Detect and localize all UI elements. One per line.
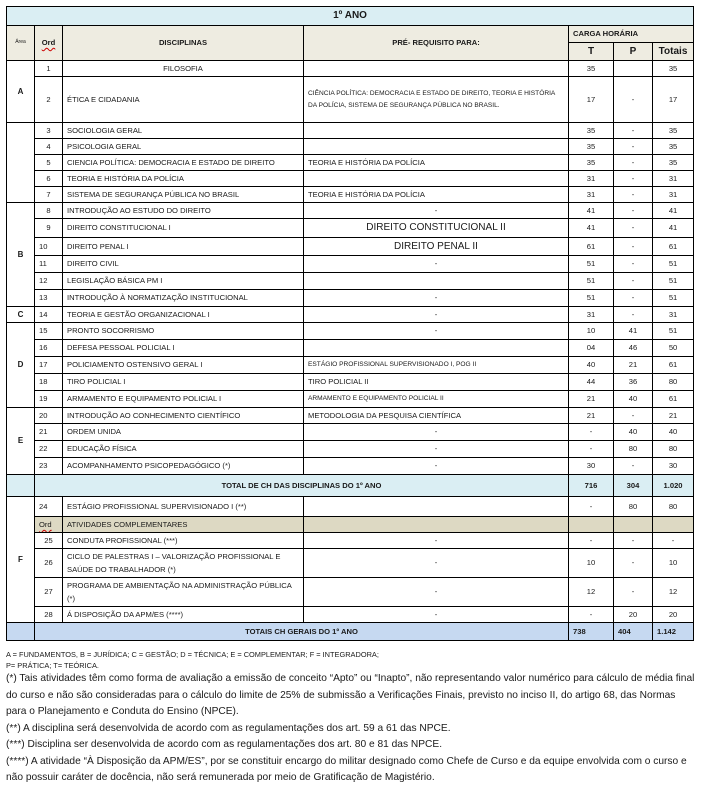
row-t: 21 <box>569 391 614 408</box>
row-p: - <box>614 219 653 238</box>
row-prereq: - <box>304 578 569 607</box>
row-t: 10 <box>569 323 614 340</box>
row-disciplina: INTRODUÇÃO AO CONHECIMENTO CIENTÍFICO <box>63 408 304 424</box>
row-disciplina: TIRO POLICIAL I <box>63 374 304 391</box>
row-disciplina: PRONTO SOCORRISMO <box>63 323 304 340</box>
row-prereq: - <box>304 424 569 441</box>
row-t: 17 <box>569 77 614 123</box>
table-row <box>7 374 694 391</box>
row-ord: 14 <box>35 307 63 323</box>
area-e: E <box>7 408 35 475</box>
row-prereq: - <box>304 290 569 307</box>
table-row <box>7 340 694 357</box>
table-row <box>7 357 694 374</box>
row-ord: 9 <box>35 219 63 238</box>
row-total: 51 <box>653 256 694 273</box>
table-row <box>7 219 694 238</box>
note-double-asterisk: (**) A disciplina será desenvolvida de acordo com as regulamentações dos art. 59 a 61 das NPCE. <box>6 722 451 734</box>
title-row <box>7 7 694 26</box>
row-p: 20 <box>614 607 653 623</box>
row-t: 35 <box>569 139 614 155</box>
table-title: 1º ANO <box>7 7 694 26</box>
row-p: 80 <box>614 441 653 458</box>
row-disciplina: DIREITO PENAL I <box>63 237 304 256</box>
row-p: - <box>614 237 653 256</box>
row-disciplina: FILOSOFIA <box>63 61 304 77</box>
table-row <box>7 458 694 475</box>
complementares-blank <box>304 517 569 533</box>
complementares-ord: Ord <box>35 517 63 533</box>
header-ord: Ord <box>35 25 63 61</box>
row-t: 41 <box>569 219 614 238</box>
row-p: - <box>614 307 653 323</box>
row-p: - <box>614 155 653 171</box>
row-total: 10 <box>653 549 694 578</box>
row-p: 36 <box>614 374 653 391</box>
complementares-blank <box>569 517 614 533</box>
row-ord: 25 <box>35 533 63 549</box>
row-t: 51 <box>569 290 614 307</box>
row-prereq: - <box>304 256 569 273</box>
row-ord: 6 <box>35 171 63 187</box>
row-p: - <box>614 458 653 475</box>
row-p: 46 <box>614 340 653 357</box>
row-ord: 17 <box>35 357 63 374</box>
area-d: D <box>7 323 35 408</box>
header-disciplinas: DISCIPLINAS <box>63 25 304 61</box>
table-row <box>7 391 694 408</box>
row-total: 50 <box>653 340 694 357</box>
complementares-header-row <box>7 517 694 533</box>
row-disciplina: ESTÁGIO PROFISSIONAL SUPERVISIONADO I (**) <box>63 497 304 517</box>
row-total: 61 <box>653 391 694 408</box>
subtotal-label: TOTAL DE CH DAS DISCIPLINAS DO 1º ANO <box>35 475 569 497</box>
row-t: 10 <box>569 549 614 578</box>
row-p: 40 <box>614 391 653 408</box>
row-disciplina: ORDEM UNIDA <box>63 424 304 441</box>
table-row <box>7 497 694 517</box>
row-disciplina: ACOMPANHAMENTO PSICOPEDAGÓGICO (*) <box>63 458 304 475</box>
row-disciplina: DIREITO CIVIL <box>63 256 304 273</box>
row-ord: 10 <box>35 237 63 256</box>
row-p: 21 <box>614 357 653 374</box>
area-legend: A = FUNDAMENTOS, B = JURÍDICA; C = GESTÃO; D = TÉCNICA; E = COMPLEMENTAR; F = INTEGRADORA; <box>6 650 379 659</box>
header-totais: Totais <box>653 42 694 61</box>
table-row <box>7 203 694 219</box>
row-total: 51 <box>653 290 694 307</box>
row-t: 12 <box>569 578 614 607</box>
table-row <box>7 408 694 424</box>
row-prereq: - <box>304 533 569 549</box>
row-total: 41 <box>653 203 694 219</box>
row-disciplina: INTRODUÇÃO À NORMATIZAÇÃO INSTITUCIONAL <box>63 290 304 307</box>
row-t: 41 <box>569 203 614 219</box>
row-ord: 3 <box>35 123 63 139</box>
table-row <box>7 237 694 256</box>
row-p: - <box>614 77 653 123</box>
row-total: 51 <box>653 273 694 290</box>
subtotal-total: 1.020 <box>653 475 694 497</box>
row-t: - <box>569 441 614 458</box>
row-t: - <box>569 533 614 549</box>
type-legend: P= PRÁTICA; T= TEÓRICA. <box>6 661 99 670</box>
row-t: 51 <box>569 256 614 273</box>
row-prereq: - <box>304 203 569 219</box>
row-p <box>614 61 653 77</box>
row-ord: 26 <box>35 549 63 578</box>
row-t: 51 <box>569 273 614 290</box>
table-row <box>7 549 694 578</box>
row-prereq <box>304 61 569 77</box>
row-prereq: CIÊNCIA POLÍTICA: DEMOCRACIA E ESTADO DE DIREITO, TEORIA E HISTÓRIA DA POLÍCIA, SISTEMA DE SEGURANÇA PÚBLICA NO BRASIL. <box>304 77 569 123</box>
row-t: 35 <box>569 155 614 171</box>
row-ord: 23 <box>35 458 63 475</box>
row-total: 12 <box>653 578 694 607</box>
row-ord: 20 <box>35 408 63 424</box>
row-ord: 2 <box>35 77 63 123</box>
row-total: 30 <box>653 458 694 475</box>
row-disciplina: TEORIA E HISTÓRIA DA POLÍCIA <box>63 171 304 187</box>
row-prereq: ESTÁGIO PROFISSIONAL SUPERVISIONADO I, POG II <box>304 357 569 374</box>
area-c: C <box>7 307 35 323</box>
header-carga-horaria: CARGA HORÁRIA <box>569 25 694 42</box>
row-total: 61 <box>653 357 694 374</box>
row-p: - <box>614 203 653 219</box>
row-total: 21 <box>653 408 694 424</box>
row-total: 80 <box>653 374 694 391</box>
table-row <box>7 77 694 123</box>
row-disciplina: PROGRAMA DE AMBIENTAÇÃO NA ADMINISTRAÇÃO PÚBLICA (*) <box>63 578 304 607</box>
row-t: 30 <box>569 458 614 475</box>
row-prereq <box>304 340 569 357</box>
row-prereq <box>304 123 569 139</box>
complementares-label: ATIVIDADES COMPLEMENTARES <box>63 517 304 533</box>
row-t: 40 <box>569 357 614 374</box>
subtotal-p: 304 <box>614 475 653 497</box>
footnotes <box>6 649 696 787</box>
row-p: - <box>614 273 653 290</box>
row-total: 31 <box>653 171 694 187</box>
row-total: 35 <box>653 123 694 139</box>
row-p: - <box>614 187 653 203</box>
row-t: - <box>569 424 614 441</box>
row-disciplina: CICLO DE PALESTRAS I – VALORIZAÇÃO PROFISSIONAL E SAÚDE DO TRABALHADOR (*) <box>63 549 304 578</box>
row-total: 61 <box>653 237 694 256</box>
row-prereq: DIREITO CONSTITUCIONAL II <box>304 219 569 238</box>
row-p: 40 <box>614 424 653 441</box>
table-row <box>7 307 694 323</box>
row-total: 80 <box>653 441 694 458</box>
row-t: 31 <box>569 307 614 323</box>
header-prerequisito: PRÉ- REQUISITO PARA: <box>304 25 569 61</box>
row-p: - <box>614 139 653 155</box>
row-prereq: METODOLOGIA DA PESQUISA CIENTÍFICA <box>304 408 569 424</box>
row-ord: 7 <box>35 187 63 203</box>
table-row <box>7 323 694 340</box>
row-total: 41 <box>653 219 694 238</box>
grand-total-area <box>7 623 35 641</box>
row-total: 31 <box>653 307 694 323</box>
subtotal-row <box>7 475 694 497</box>
row-disciplina: ÉTICA E CIDADANIA <box>63 77 304 123</box>
row-prereq: - <box>304 607 569 623</box>
row-disciplina: SOCIOLOGIA GERAL <box>63 123 304 139</box>
row-t: 35 <box>569 123 614 139</box>
row-prereq: DIREITO PENAL II <box>304 237 569 256</box>
grand-total-total: 1.142 <box>653 623 694 641</box>
table-row <box>7 441 694 458</box>
row-prereq: TEORIA E HISTÓRIA DA POLÍCIA <box>304 155 569 171</box>
table-row <box>7 533 694 549</box>
complementares-blank <box>653 517 694 533</box>
row-total: 17 <box>653 77 694 123</box>
grand-total-row <box>7 623 694 641</box>
area-f: F <box>7 497 35 623</box>
row-total: 20 <box>653 607 694 623</box>
row-total: 51 <box>653 323 694 340</box>
header-t: T <box>569 42 614 61</box>
row-t: 44 <box>569 374 614 391</box>
row-prereq: - <box>304 323 569 340</box>
table-row <box>7 171 694 187</box>
row-disciplina: DEFESA PESSOAL POLICIAL I <box>63 340 304 357</box>
table-row <box>7 256 694 273</box>
row-t: 35 <box>569 61 614 77</box>
row-ord: 27 <box>35 578 63 607</box>
row-disciplina: CIENCIA POLÍTICA: DEMOCRACIA E ESTADO DE DIREITO <box>63 155 304 171</box>
row-ord: 13 <box>35 290 63 307</box>
row-t: 31 <box>569 171 614 187</box>
row-disciplina: TEORIA E GESTÃO ORGANIZACIONAL I <box>63 307 304 323</box>
row-prereq: - <box>304 549 569 578</box>
row-prereq <box>304 497 569 517</box>
row-p: - <box>614 171 653 187</box>
row-ord: 28 <box>35 607 63 623</box>
header-area: Área <box>7 25 35 61</box>
table-row <box>7 187 694 203</box>
row-t: - <box>569 607 614 623</box>
subtotal-t: 716 <box>569 475 614 497</box>
row-ord: 12 <box>35 273 63 290</box>
row-prereq: - <box>304 458 569 475</box>
note-single-asterisk: (*) Tais atividades têm como forma de avaliação a emissão de conceito “Apto” ou “Inapto”, não representando valor numérico para cálculo de média final do curso e não são consideradas para o cálculo do limite de 25% de submissão a Verificações Finais, previsto no inciso II, do artigo 68, das Normas para o Planejamento e Conduta do Ensino (NPCE). <box>6 673 695 717</box>
row-disciplina: EDUCAÇÃO FÍSICA <box>63 441 304 458</box>
row-total: 35 <box>653 139 694 155</box>
row-t: 21 <box>569 408 614 424</box>
row-ord: 18 <box>35 374 63 391</box>
row-disciplina: POLICIAMENTO OSTENSIVO GERAL I <box>63 357 304 374</box>
row-ord: 24 <box>35 497 63 517</box>
row-t: 04 <box>569 340 614 357</box>
row-prereq: TIRO POLICIAL II <box>304 374 569 391</box>
row-ord: 4 <box>35 139 63 155</box>
row-p: - <box>614 123 653 139</box>
row-ord: 1 <box>35 61 63 77</box>
row-p: - <box>614 256 653 273</box>
table-row <box>7 273 694 290</box>
row-prereq <box>304 139 569 155</box>
grand-total-t: 738 <box>569 623 614 641</box>
row-prereq: ARMAMENTO E EQUIPAMENTO POLICIAL II <box>304 391 569 408</box>
row-ord: 5 <box>35 155 63 171</box>
row-total: 35 <box>653 61 694 77</box>
row-prereq <box>304 273 569 290</box>
row-t: - <box>569 497 614 517</box>
row-p: 41 <box>614 323 653 340</box>
table-row <box>7 61 694 77</box>
row-ord: 11 <box>35 256 63 273</box>
subtotal-area <box>7 475 35 497</box>
row-p: - <box>614 290 653 307</box>
table-row <box>7 578 694 607</box>
row-disciplina: SISTEMA DE SEGURANÇA PÚBLICA NO BRASIL <box>63 187 304 203</box>
area-b: B <box>7 203 35 307</box>
row-prereq <box>304 171 569 187</box>
row-t: 61 <box>569 237 614 256</box>
row-disciplina: CONDUTA PROFISSIONAL (***) <box>63 533 304 549</box>
row-ord: 19 <box>35 391 63 408</box>
table-row <box>7 155 694 171</box>
grand-total-label: TOTAIS CH GERAIS DO 1º ANO <box>35 623 569 641</box>
row-t: 31 <box>569 187 614 203</box>
complementares-blank <box>614 517 653 533</box>
row-disciplina: INTRODUÇÃO AO ESTUDO DO DIREITO <box>63 203 304 219</box>
header-row <box>7 25 694 42</box>
row-total: 35 <box>653 155 694 171</box>
row-prereq: - <box>304 307 569 323</box>
area-a: A <box>7 61 35 123</box>
row-ord: 21 <box>35 424 63 441</box>
row-total: 80 <box>653 497 694 517</box>
row-p: - <box>614 549 653 578</box>
row-total: 31 <box>653 187 694 203</box>
row-disciplina: ARMAMENTO E EQUIPAMENTO POLICIAL I <box>63 391 304 408</box>
grand-total-p: 404 <box>614 623 653 641</box>
note-quadruple-asterisk: (****) A atividade “À Disposição da APM/ES”, por se constituir encargo do militar designado como Chefe de Curso e da equipe envolvida com o curso e não possuir caráter de docência, não será remunerada por meio de Gratificação de Magistério. <box>6 755 687 783</box>
row-p: - <box>614 578 653 607</box>
header-p: P <box>614 42 653 61</box>
table-row <box>7 290 694 307</box>
row-total: - <box>653 533 694 549</box>
table-row <box>7 123 694 139</box>
curriculum-table <box>6 6 694 641</box>
table-row <box>7 139 694 155</box>
row-p: - <box>614 533 653 549</box>
row-ord: 8 <box>35 203 63 219</box>
table-row <box>7 424 694 441</box>
row-ord: 15 <box>35 323 63 340</box>
row-p: 80 <box>614 497 653 517</box>
area-blank <box>7 123 35 203</box>
row-ord: 22 <box>35 441 63 458</box>
row-ord: 16 <box>35 340 63 357</box>
row-prereq: TEORIA E HISTÓRIA DA POLÍCIA <box>304 187 569 203</box>
row-disciplina: LEGISLAÇÃO BÁSICA PM I <box>63 273 304 290</box>
row-total: 40 <box>653 424 694 441</box>
row-prereq: - <box>304 441 569 458</box>
row-disciplina: PSICOLOGIA GERAL <box>63 139 304 155</box>
row-disciplina: DIREITO CONSTITUCIONAL I <box>63 219 304 238</box>
table-row <box>7 607 694 623</box>
row-p: - <box>614 408 653 424</box>
note-triple-asterisk: (***) Disciplina ser desenvolvida de acordo com as regulamentações dos art. 80 e 81 das NPCE. <box>6 739 443 750</box>
row-disciplina: Á DISPOSIÇÃO DA APM/ES (****) <box>63 607 304 623</box>
